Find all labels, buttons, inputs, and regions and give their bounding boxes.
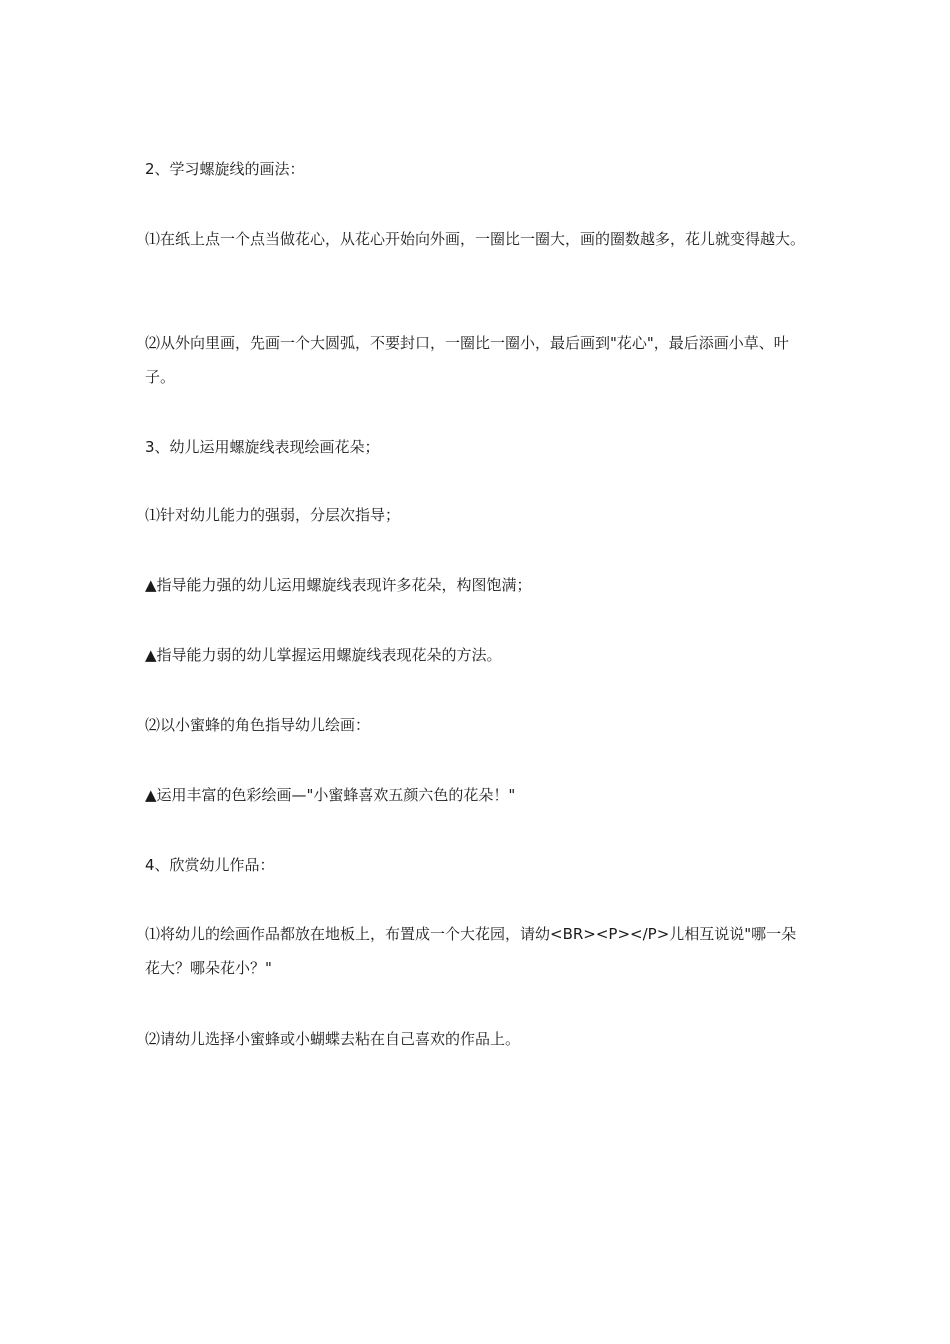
step-paragraph-2: ⑵从外向里画，先画一个大圆弧，不要封口，一圈比一圈小，最后画到"花心"，最后添画小草、叶子。 bbox=[145, 334, 789, 386]
step-paragraph-1: ⑴在纸上点一个点当做花心，从花心开始向外画，一圈比一圈大，画的圈数越多，花儿就变得越大。 bbox=[145, 230, 806, 248]
bullet-strong-ability: ▲指导能力强的幼儿运用螺旋线表现许多花朵，构图饱满； bbox=[145, 576, 532, 594]
bullet-colors: ▲运用丰富的色彩绘画—"小蜜蜂喜欢五颜六色的花朵！" bbox=[145, 786, 516, 804]
section-heading-2: 2、学习螺旋线的画法： bbox=[145, 160, 305, 178]
bullet-weak-ability: ▲指导能力弱的幼儿掌握运用螺旋线表现花朵的方法。 bbox=[145, 646, 502, 664]
step-paragraph-5: ⑴将幼儿的绘画作品都放在地板上，布置成一个大花园，请幼<BR><P></P>儿相互说说"哪一朵花大？哪朵花小？" bbox=[145, 925, 797, 977]
step-paragraph-6: ⑵请幼儿选择小蜜蜂或小蝴蝶去粘在自己喜欢的作品上。 bbox=[145, 1030, 521, 1048]
section-heading-4: 4、欣赏幼儿作品： bbox=[145, 856, 275, 874]
step-paragraph-4: ⑵以小蜜蜂的角色指导幼儿绘画： bbox=[145, 716, 371, 734]
step-paragraph-3: ⑴针对幼儿能力的强弱，分层次指导； bbox=[145, 506, 401, 524]
section-heading-3: 3、幼儿运用螺旋线表现绘画花朵； bbox=[145, 438, 380, 456]
